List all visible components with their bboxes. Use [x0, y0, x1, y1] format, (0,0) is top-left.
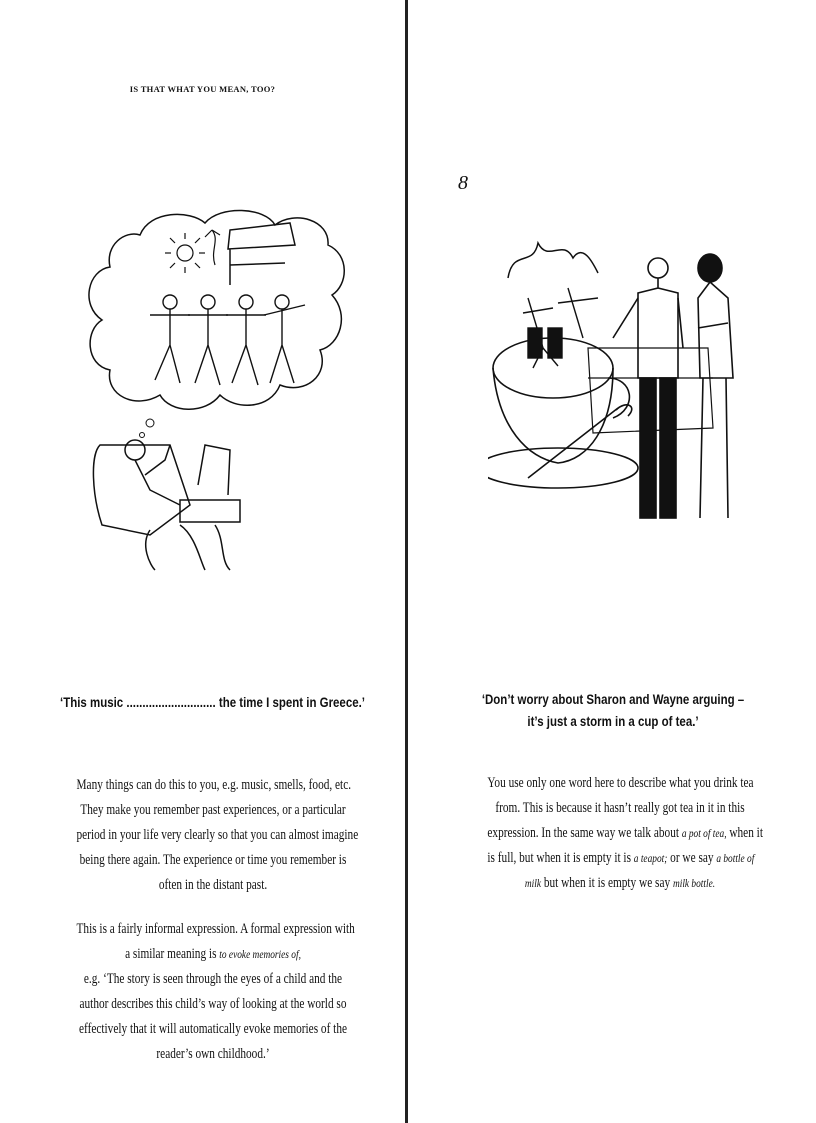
left-paragraph-1 [38, 773, 388, 898]
left-caption: ‘This music ............................ the time I spent in Greece.’ [60, 694, 365, 710]
text-line: You use only one word here to describe what you drink tea [487, 775, 754, 791]
dancer-1 [150, 295, 190, 383]
text-line: This is a fairly informal expression. A formal expression with [76, 921, 355, 937]
teacup-drawing [488, 228, 748, 538]
figures-in-cup [523, 288, 598, 368]
text-span: but when it is empty we say [541, 875, 673, 891]
text-line: period in your life very clearly so that you can almost imagine [76, 827, 359, 843]
text-line: e.g. ‘The story is seen through the eyes of a child and the [83, 971, 343, 987]
armchair [93, 445, 190, 535]
armchair-man [93, 440, 230, 570]
text-span: or we say [667, 850, 717, 866]
daydream-illustration [80, 205, 360, 575]
text-span: when it [726, 825, 763, 841]
building-outline [228, 223, 295, 285]
right-page [410, 0, 816, 1123]
thought-bubble-small [146, 419, 154, 427]
text-span: expression. In the same way we talk about [487, 825, 682, 841]
text-line [77, 942, 350, 967]
text-line: often in the distant past. [158, 877, 268, 893]
headphones-icon [125, 440, 145, 460]
woman-figure [698, 254, 733, 518]
right-caption [447, 688, 780, 732]
teacup-icon [488, 338, 638, 488]
text-line: from. This is because it hasn’t really got tea in it in this [495, 800, 745, 816]
text-line: being there again. The experience or time you remember is [79, 852, 347, 868]
right-paragraph [450, 771, 790, 896]
running-header: IS THAT WHAT YOU MEAN, TOO? [129, 84, 276, 94]
italic-expression: milk [524, 876, 542, 890]
text-line: effectively that it will automatically evoke memories of the [78, 1021, 348, 1037]
caption-line: ‘Don’t worry about Sharon and Wayne arguing – [481, 691, 745, 707]
book-spine [405, 0, 408, 1123]
page-number: 8 [458, 172, 468, 194]
text-line [487, 871, 752, 896]
text-line: author describes this child’s way of looking at the world so [79, 996, 347, 1012]
daydream-drawing [80, 205, 360, 575]
dancer-3 [226, 295, 266, 385]
legs [146, 525, 230, 570]
text-line [487, 846, 755, 871]
italic-expression: a bottle of [716, 851, 755, 865]
teacup-storm-illustration [488, 228, 748, 538]
text-span: is full, but when it is empty it is [487, 850, 634, 866]
italic-expression: a teapot; [633, 851, 668, 865]
text-line: reader’s own childhood.’ [156, 1046, 270, 1062]
thought-cloud [89, 210, 344, 409]
sun-icon [165, 233, 205, 273]
caption-line: it’s just a storm in a cup of tea.’ [527, 713, 699, 729]
italic-expression: to evoke memories of, [219, 947, 301, 961]
dancer-4 [264, 295, 305, 383]
text-line: Many things can do this to you, e.g. music, smells, food, etc. [76, 777, 352, 793]
text-line: They make you remember past experiences, or a particular [80, 802, 346, 818]
dancers [150, 295, 305, 385]
left-page [0, 0, 405, 1123]
left-paragraph-2 [38, 917, 388, 1067]
palm-icon [205, 230, 220, 265]
italic-expression: milk bottle. [672, 876, 716, 890]
record-player-icon [180, 445, 240, 522]
text-line [487, 821, 763, 846]
thought-bubble-tiny [140, 433, 145, 438]
dancer-2 [188, 295, 228, 385]
italic-expression: a pot of tea, [681, 826, 727, 840]
text-span: a similar meaning is [125, 946, 220, 962]
storm-splash [508, 243, 598, 278]
